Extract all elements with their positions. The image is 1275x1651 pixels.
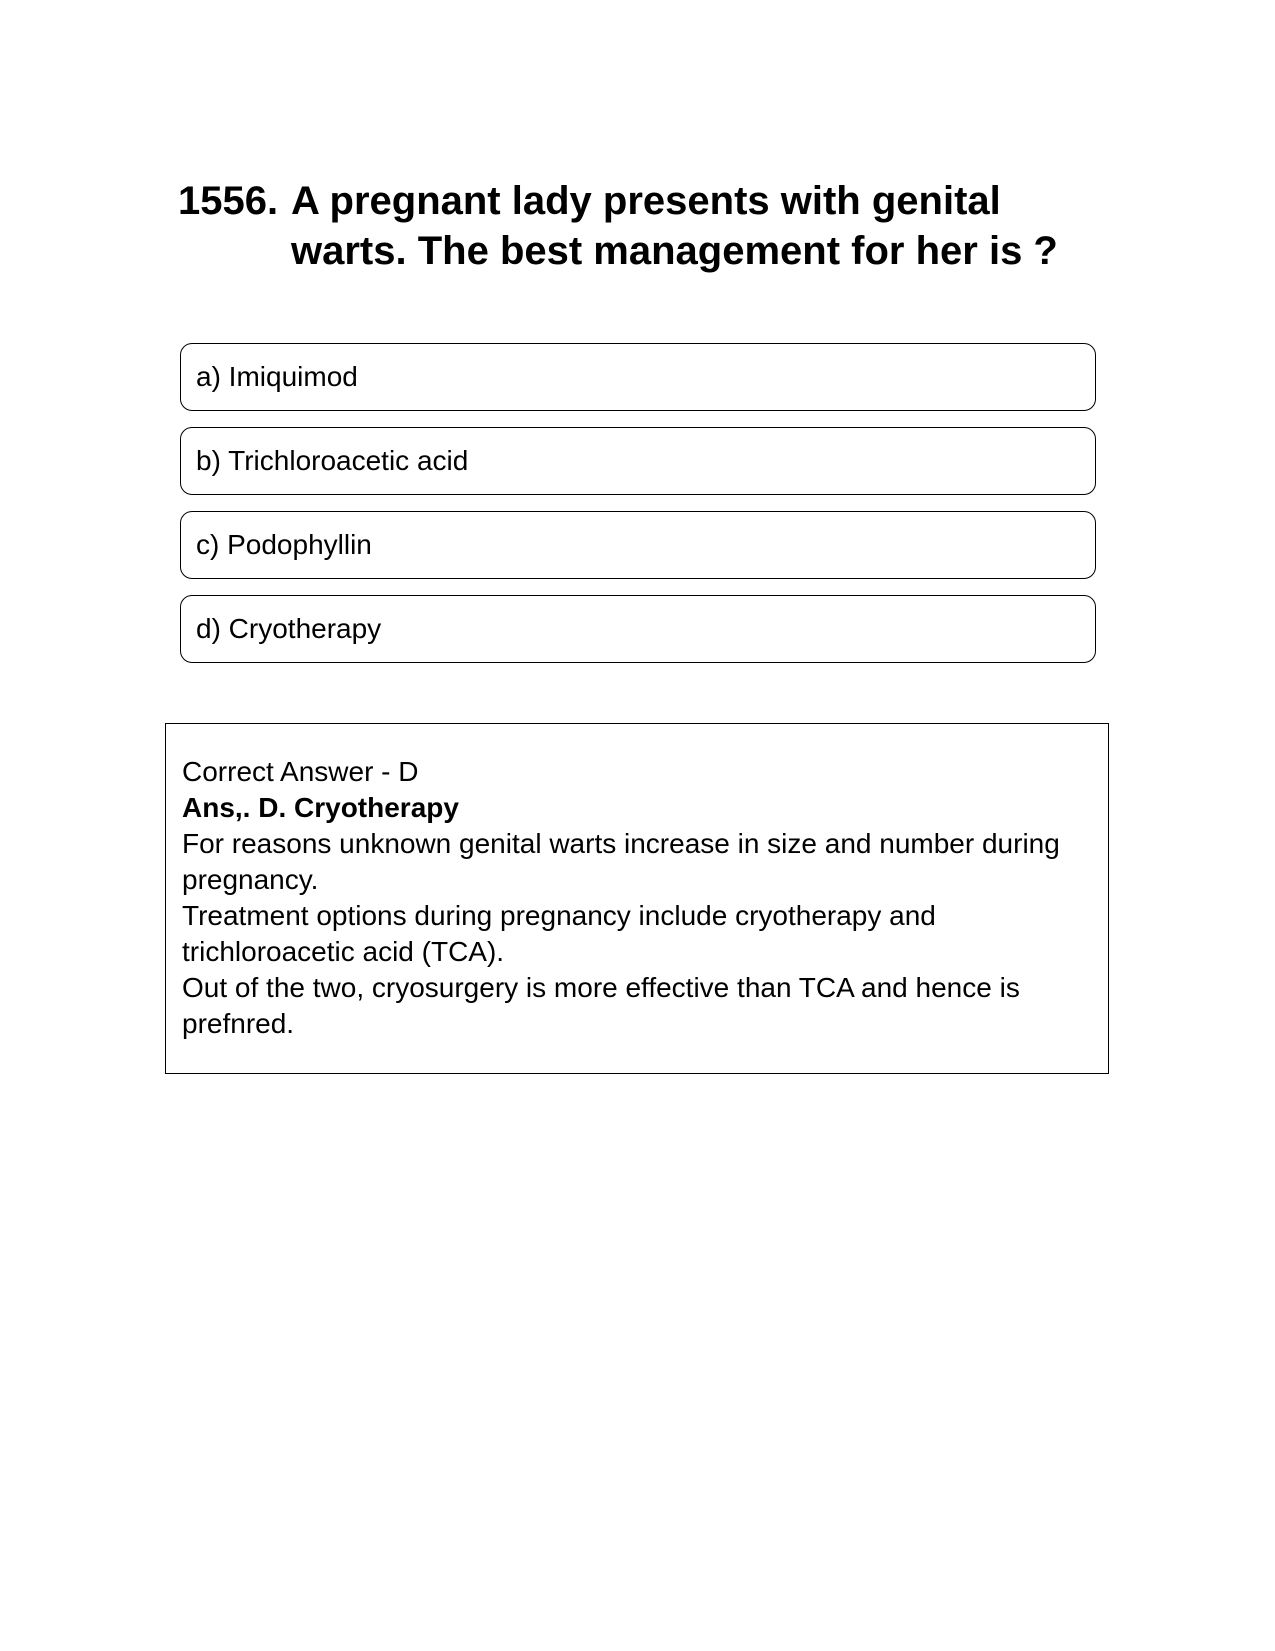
options-list [180, 343, 1096, 679]
option-c[interactable]: c) Podophyllin [180, 511, 1096, 579]
question-number: 1556. [178, 179, 279, 223]
question-text: A pregnant lady presents with genital warts. The best management for her is ? [291, 179, 1058, 273]
option-b[interactable]: b) Trichloroacetic acid [180, 427, 1096, 495]
question-heading [178, 176, 1078, 276]
explanation-paragraph-2: Treatment options during pregnancy include cryotherapy and trichloroacetic acid (TCA). [182, 900, 936, 967]
answer-title: Ans,. D. Cryotherapy [182, 792, 459, 823]
answer-explanation-box [165, 723, 1109, 1074]
explanation-paragraph-3: Out of the two, cryosurgery is more effective than TCA and hence is prefnred. [182, 972, 1020, 1039]
correct-answer-line: Correct Answer - D [182, 756, 419, 787]
option-a[interactable]: a) Imiquimod [180, 343, 1096, 411]
option-d[interactable]: d) Cryotherapy [180, 595, 1096, 663]
explanation-paragraph-1: For reasons unknown genital warts increase in size and number during pregnancy. [182, 828, 1060, 895]
